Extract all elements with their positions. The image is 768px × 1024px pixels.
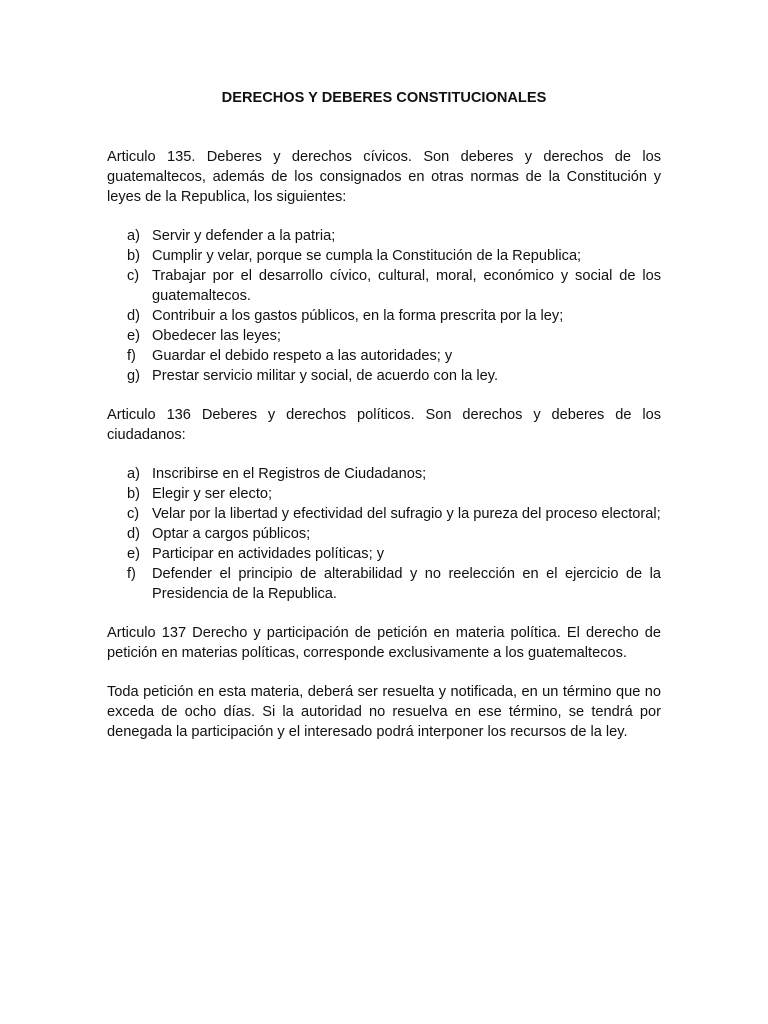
- list-item: [107, 366, 661, 386]
- list-item: [107, 564, 661, 604]
- list-item-text: Guardar el debido respeto a las autoridades; y: [152, 348, 453, 364]
- list-item: [107, 246, 661, 266]
- list-item-text: Optar a cargos públicos;: [152, 526, 311, 542]
- list-marker: c): [127, 506, 140, 522]
- list-item: [107, 346, 661, 366]
- list-marker: e): [127, 328, 140, 344]
- list-marker: d): [127, 526, 140, 542]
- list-item-text: Participar en actividades políticas; y: [152, 546, 384, 562]
- closing-paragraph: Toda petición en esta materia, deberá ser resuelta y notificada, en un término que no exceda de ocho días. Si la autoridad no resuelva en ese término, se tendrá por denegada la participación y el interesado podrá interponer los recursos de la ley.: [107, 684, 661, 740]
- document-title: DERECHOS Y DEBERES CONSTITUCIONALES: [221, 90, 547, 106]
- list-marker: b): [127, 248, 140, 264]
- list-item: [107, 544, 661, 564]
- article-135-list: [107, 226, 661, 386]
- article-136-intro: Articulo 136 Deberes y derechos políticos. Son derechos y deberes de los ciudadanos:: [107, 407, 661, 443]
- list-marker: a): [127, 466, 140, 482]
- list-marker: c): [127, 268, 140, 284]
- list-item: [107, 464, 661, 484]
- list-marker: e): [127, 546, 140, 562]
- spacer: [107, 207, 661, 226]
- list-marker: f): [127, 348, 136, 364]
- list-marker: b): [127, 486, 140, 502]
- list-item: [107, 266, 661, 306]
- list-item-text: Servir y defender a la patria;: [152, 228, 336, 244]
- article-135-intro: Articulo 135. Deberes y derechos cívicos. Son deberes y derechos de los guatemaltecos, además de los consignados en otras normas de la Constitución y leyes de la Republica, los siguientes:: [107, 149, 661, 205]
- article-137-paragraph: Articulo 137 Derecho y participación de petición en materia política. El derecho de petición en materias políticas, corresponde exclusivamente a los guatemaltecos.: [107, 625, 661, 661]
- list-marker: d): [127, 308, 140, 324]
- list-marker: a): [127, 228, 140, 244]
- list-item-text: Defender el principio de alterabilidad y no reelección en el ejercicio de la Presidencia de la Republica.: [152, 566, 661, 602]
- list-item-text: Trabajar por el desarrollo cívico, cultural, moral, económico y social de los guatemaltecos.: [152, 268, 661, 304]
- list-marker: f): [127, 566, 136, 582]
- list-item-text: Inscribirse en el Registros de Ciudadanos;: [152, 466, 427, 482]
- list-item: [107, 524, 661, 544]
- list-item-text: Prestar servicio militar y social, de acuerdo con la ley.: [152, 368, 499, 384]
- document-body: [107, 88, 661, 742]
- spacer: [107, 604, 661, 623]
- list-item: [107, 504, 661, 524]
- list-item: [107, 306, 661, 326]
- spacer: [107, 386, 661, 405]
- article-136-list: [107, 464, 661, 604]
- list-item: [107, 484, 661, 504]
- spacer: [107, 663, 661, 682]
- list-item-text: Elegir y ser electo;: [152, 486, 273, 502]
- spacer: [107, 445, 661, 464]
- list-item-text: Cumplir y velar, porque se cumpla la Constitución de la Republica;: [152, 248, 582, 264]
- list-marker: g): [127, 368, 140, 384]
- list-item-text: Obedecer las leyes;: [152, 328, 281, 344]
- list-item-text: Contribuir a los gastos públicos, en la forma prescrita por la ley;: [152, 308, 564, 324]
- list-item: [107, 226, 661, 246]
- list-item: [107, 326, 661, 346]
- list-item-text: Velar por la libertad y efectividad del sufragio y la pureza del proceso electoral;: [152, 506, 661, 522]
